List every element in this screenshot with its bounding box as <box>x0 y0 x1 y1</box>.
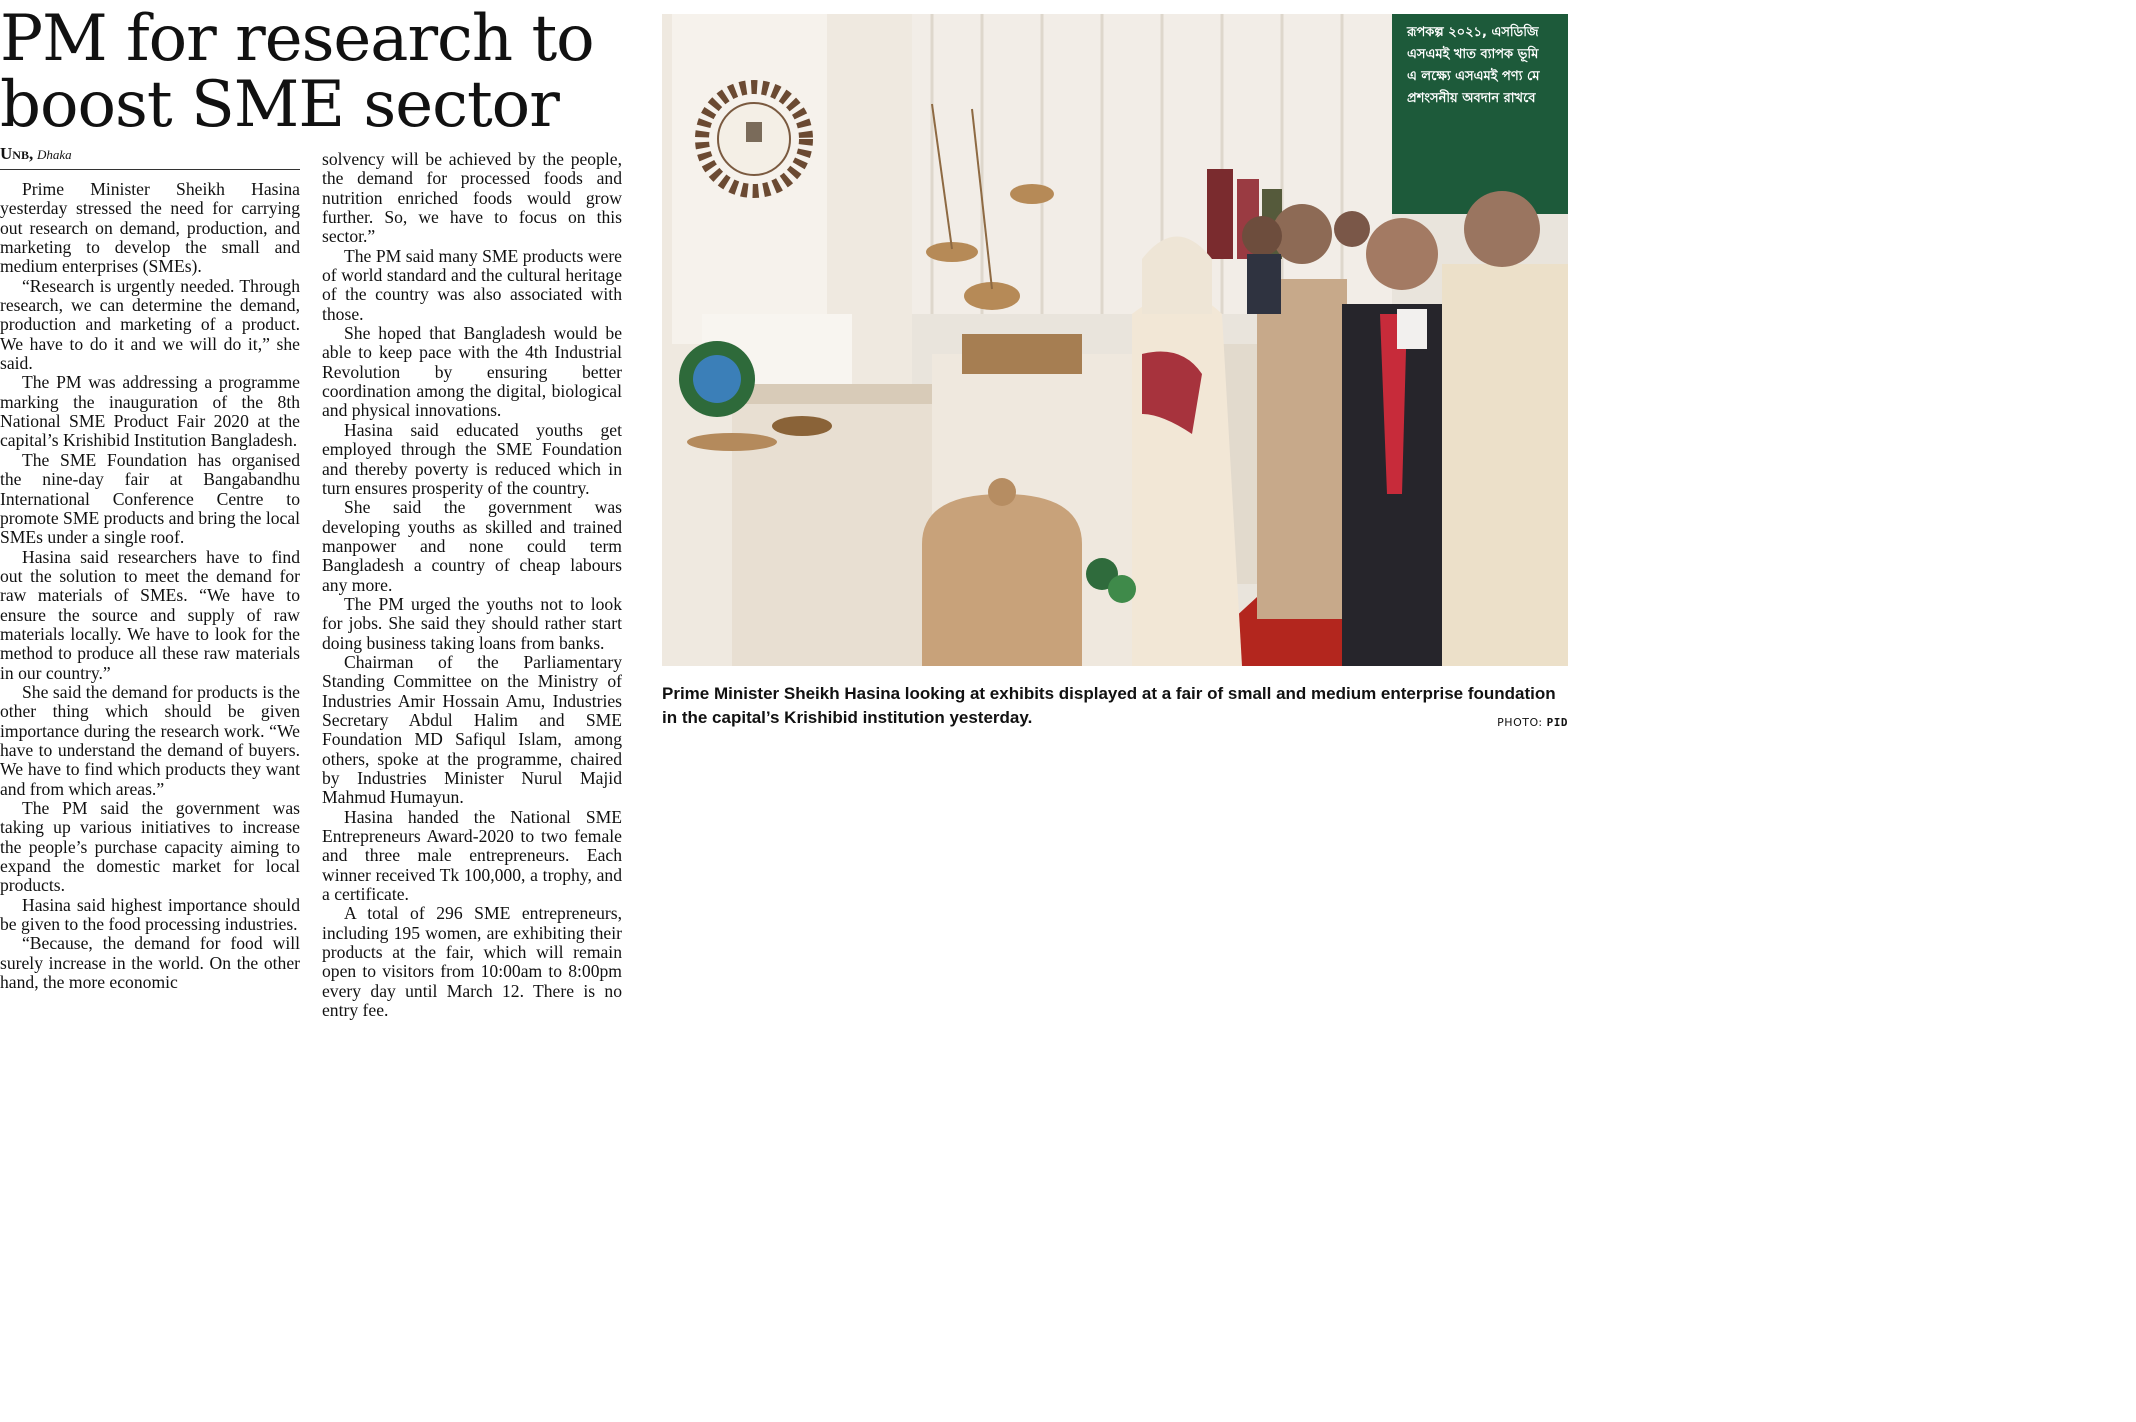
paragraph: She hoped that Bangladesh would be able to keep pace with the 4th Industrial Revolution by ensuring better coordination among the digital, biological and physical innovations. <box>322 323 622 421</box>
paragraph: The PM said the government was taking up various initiatives to increase the people’s purchase capacity aiming to expand the domestic market for local products. <box>0 798 300 896</box>
byline <box>0 144 300 170</box>
banner-line-1: রূপকল্প ২০২১, এসডিজি <box>1407 25 1539 40</box>
headline-line-1: PM for research to <box>0 2 594 76</box>
paragraph: “Because, the demand for food will surely increase in the world. On the other hand, the more economic <box>0 933 300 993</box>
byline-place: Dhaka <box>36 147 72 162</box>
woven-tray-icon <box>962 334 1082 374</box>
lidded-basket-icon <box>922 478 1082 666</box>
photo-credit-source: PID <box>1546 716 1568 729</box>
photo-caption: Prime Minister Sheikh Hasina looking at exhibits displayed at a fair of small and medium enterprise foundation in the capital’s Krishibid institution yesterday. <box>662 684 1556 727</box>
headline-line-2: boost SME sector <box>0 68 559 142</box>
banner-line-2: এসএমই খাত ব্যাপক ভূমি <box>1407 47 1539 62</box>
article-column-2 <box>322 150 622 1020</box>
paragraph: A total of 296 SME entrepreneurs, including 195 women, are exhibiting their products at the fair, which will remain open to visitors from 10:00am to 8:00pm every day until March 12. There is no entry fee. <box>322 903 622 1021</box>
paragraph: “Research is urgently needed. Through research, we can determine the demand, production and marketing of a product. We have to do it and we will do it,” she said. <box>0 275 300 374</box>
photo-credit <box>1497 716 1568 729</box>
news-photo <box>662 14 1568 666</box>
headline <box>0 2 640 142</box>
byline-agency: Unb, <box>0 144 34 163</box>
photo-credit-label: PHOTO: <box>1497 716 1543 729</box>
paragraph: Hasina said researchers have to find out the solution to meet the demand for raw materials of SMEs. “We have to ensure the source and supply of raw materials locally. We have to look for the method to produce all these raw materials in our country.” <box>0 546 300 683</box>
paragraph: The PM was addressing a programme marking the inauguration of the 8th National SME Product Fair 2020 at the capital’s Krishibid Institution Bangladesh. <box>0 372 300 451</box>
paragraph: Hasina said highest importance should be given to the food processing industries. <box>0 894 300 935</box>
paragraph: Hasina handed the National SME Entrepreneurs Award-2020 to two female and three male entrepreneurs. Each winner received Tk 100,000, a trophy, and a certificate. <box>322 806 622 905</box>
paragraph: She said the demand for products is the other thing which should be given importance during the research work. “We have to understand the demand of buyers. We have to find which products they want and from which areas.” <box>0 681 300 799</box>
paragraph: She said the government was developing youths as skilled and trained manpower and none could term Bangladesh a country of cheap labours any more. <box>322 497 622 595</box>
article-column-1 <box>0 180 300 992</box>
paragraph: Hasina said educated youths get employed through the SME Foundation and thereby poverty is reduced which in turn ensures prosperity of the country. <box>322 419 622 498</box>
banner-line-4: প্রশংসনীয় অবদান রাখবে <box>1407 91 1536 106</box>
paragraph: Prime Minister Sheikh Hasina yesterday stressed the need for carrying out research on demand, production, and marketing to develop the small and medium enterprises (SMEs). <box>0 179 300 277</box>
paragraph: The SME Foundation has organised the nine-day fair at Bangabandhu International Conference Centre to promote SME products and bring the local SMEs under a single roof. <box>0 449 301 548</box>
paragraph: The PM urged the youths not to look for jobs. She said they should rather start doing business taking loans from banks. <box>322 593 622 653</box>
paragraph: Chairman of the Parliamentary Standing Committee on the Ministry of Industries Amir Hossain Amu, Industries Secretary Abdul Halim and SME Foundation MD Safiqul Islam, among others, spoke at the programme, chaired by Industries Minister Nurul Majid Mahmud Humayun. <box>322 651 622 808</box>
paragraph-continued: solvency will be achieved by the people, the demand for processed foods and nutrition enriched foods would grow further. So, we have to focus on this sector.” <box>322 149 622 247</box>
paragraph: The PM said many SME products were of world standard and the cultural heritage of the country was also associated with those. <box>322 245 622 324</box>
banner-line-3: এ লক্ষ্যে এসএমই পণ্য মে <box>1407 69 1540 84</box>
